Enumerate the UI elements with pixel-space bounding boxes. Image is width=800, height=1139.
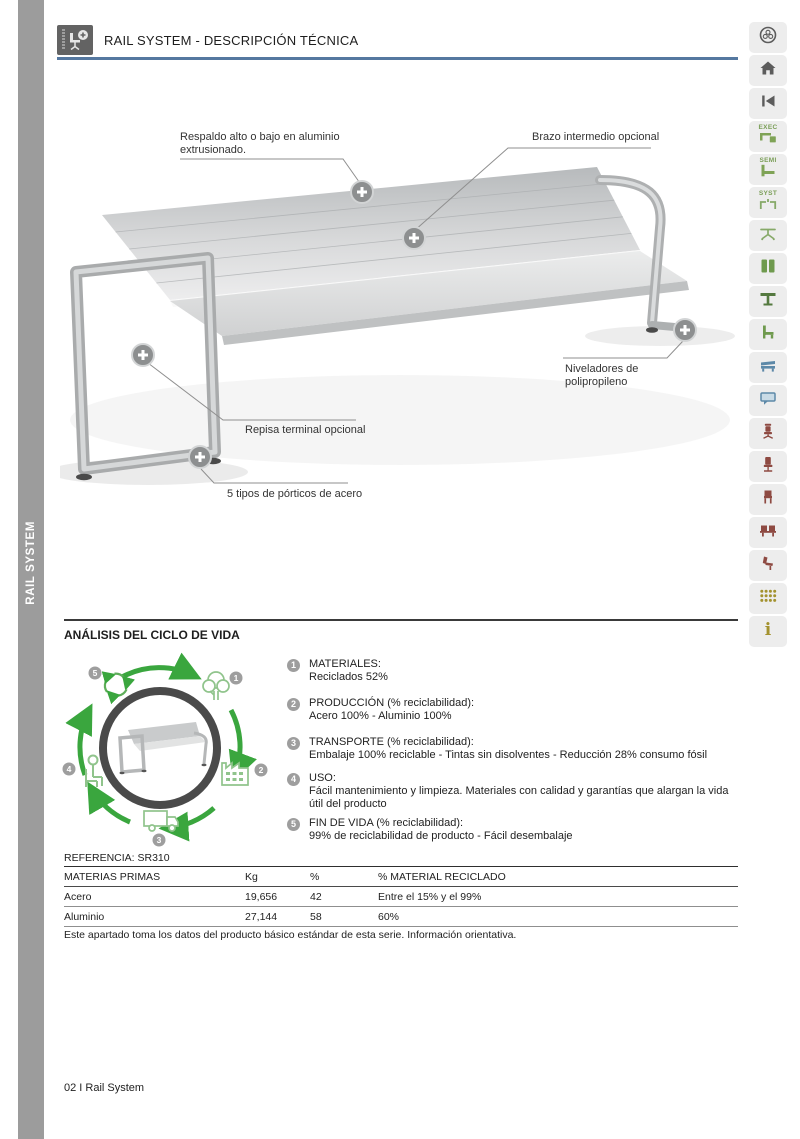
bench-icon (758, 355, 778, 380)
factory-icon (222, 763, 248, 785)
plus-circle-icon (132, 344, 154, 366)
back-icon (758, 91, 778, 116)
matrix-icon (758, 586, 778, 611)
page-footer: 02 I Rail System (64, 1082, 145, 1094)
side-chair-icon (758, 487, 778, 512)
lifecycle-diagram (56, 652, 286, 862)
step-title: TRANSPORTE (% reciclabilidad): (309, 736, 474, 748)
step-number-badge: 5 (287, 818, 300, 831)
seated-person-icon (86, 756, 102, 788)
nav-counter-chair[interactable] (749, 319, 787, 350)
nav-sidebar (749, 22, 787, 647)
nav-semi-label: SEMI (759, 157, 777, 164)
screen-panels-icon (758, 256, 778, 281)
series-side-bar (18, 0, 44, 1139)
table-row (64, 887, 738, 907)
cell-pct: 58 (310, 907, 378, 927)
cell-material: Aluminio (64, 907, 245, 927)
cell-reciclado: Entre el 15% y el 99% (378, 887, 738, 907)
page-title: RAIL SYSTEM - DESCRIPCIÓN TÉCNICA (104, 33, 359, 48)
semi-collection-icon (759, 164, 777, 182)
step-title: PRODUCCIÓN (% reciclabilidad): (309, 697, 475, 709)
plus-circle-icon (189, 446, 211, 468)
nav-wall-panel[interactable] (749, 385, 787, 416)
nav-task-chair[interactable] (749, 451, 787, 482)
nav-home-button[interactable] (749, 55, 787, 86)
badge-3: 3 (156, 835, 162, 845)
wall-panel-icon (758, 388, 778, 413)
nav-screen-panels[interactable] (749, 253, 787, 284)
lifecycle-step-4 (287, 772, 742, 811)
cell-material: Acero (64, 887, 245, 907)
step-desc: Acero 100% - Aluminio 100% (309, 710, 452, 722)
truck-icon (144, 811, 178, 831)
task-chair-icon (758, 454, 778, 479)
lifecycle-step-2 (287, 697, 742, 723)
lifecycle-section-title: ANÁLISIS DEL CICLO DE VIDA (64, 628, 240, 642)
table-note: Este apartado toma los datos del producto básico estándar de esta serie. Información orientativa. (64, 929, 517, 941)
plus-circle-icon (351, 181, 373, 203)
nav-exec-collection[interactable] (749, 121, 787, 152)
lifecycle-step-3 (287, 736, 742, 762)
badge-4: 4 (66, 764, 72, 774)
nav-matrix[interactable] (749, 583, 787, 614)
plus-circle-icon (674, 319, 696, 341)
lifecycle-step-1 (287, 658, 742, 684)
plus-circle-icon (403, 227, 425, 249)
nav-brand-logo[interactable] (749, 22, 787, 53)
cell-pct: 42 (310, 887, 378, 907)
counter-chair-icon (758, 322, 778, 347)
callout-repisa: Repisa terminal opcional (245, 424, 366, 436)
nav-syst-label: SYST (758, 190, 778, 197)
step-number-badge: 1 (287, 659, 300, 672)
col-header-kg: Kg (245, 867, 310, 887)
beam-seating-icon (758, 520, 778, 545)
info-icon (758, 619, 778, 644)
badge-2: 2 (258, 765, 264, 775)
tree-icon (203, 672, 229, 700)
product-figure (60, 120, 740, 500)
operative-chair-icon (758, 421, 778, 446)
bench-illustration (60, 120, 740, 500)
step-desc: Embalaje 100% reciclable - Tintas sin disolventes - Reducción 28% consumo fósil (309, 749, 708, 761)
nav-semi-collection[interactable] (749, 154, 787, 185)
col-header-pct: % (310, 867, 378, 887)
step-number-badge: 4 (287, 773, 300, 786)
callout-porticos: 5 tipos de pórticos de acero (227, 488, 363, 500)
nav-operative-chair[interactable] (749, 418, 787, 449)
table-icon (758, 289, 778, 314)
nav-info[interactable] (749, 616, 787, 647)
brand-logo-icon (758, 25, 778, 50)
exec-collection-icon (759, 131, 777, 149)
leader-line-respaldo (180, 159, 362, 186)
cell-reciclado: 60% (378, 907, 738, 927)
table-row (64, 907, 738, 927)
step-number-badge: 2 (287, 698, 300, 711)
series-side-label: RAIL SYSTEM (25, 521, 37, 605)
header-rule (57, 57, 738, 60)
nav-auditorium-seat[interactable] (749, 550, 787, 581)
nav-side-chair[interactable] (749, 484, 787, 515)
nav-table[interactable] (749, 286, 787, 317)
cell-kg: 27,144 (245, 907, 310, 927)
nav-exec-label: EXEC (758, 124, 778, 131)
callout-respaldo: Respaldo alto o bajo en aluminio extrusionado. (180, 131, 340, 156)
step-number-badge: 3 (287, 737, 300, 750)
materials-table (64, 866, 738, 927)
syst-collection-icon (759, 197, 777, 215)
col-header-reciclado: % MATERIAL RECICLADO (378, 867, 738, 887)
table-reference: REFERENCIA: SR310 (64, 852, 170, 864)
home-icon (758, 58, 778, 83)
chair-plus-icon (57, 25, 93, 60)
step-title: MATERIALES: (309, 658, 381, 670)
callout-brazo: Brazo intermedio opcional (532, 131, 660, 143)
cell-kg: 19,656 (245, 887, 310, 907)
badge-1: 1 (233, 673, 239, 683)
lifecycle-step-5 (287, 817, 742, 843)
step-desc: Reciclados 52% (309, 671, 388, 683)
nav-syst-collection[interactable] (749, 187, 787, 218)
svg-text:i: i (764, 620, 772, 639)
callout-niveladores: Niveladores de polipropileno (565, 363, 639, 388)
nav-bench[interactable] (749, 352, 787, 383)
col-header-materias: MATERIAS PRIMAS (64, 867, 245, 887)
meeting-table-icon (758, 223, 778, 248)
nav-beam-seating[interactable] (749, 517, 787, 548)
step-desc: Fácil mantenimiento y limpieza. Materiales con calidad y garantías que alargan la vida útil del producto (309, 785, 729, 810)
nav-meeting-table[interactable] (749, 220, 787, 251)
step-title: FIN DE VIDA (% reciclabilidad): (309, 817, 464, 829)
step-title: USO: (309, 772, 336, 784)
auditorium-seat-icon (758, 553, 778, 578)
badge-5: 5 (92, 668, 98, 678)
nav-back-button[interactable] (749, 88, 787, 119)
section-rule (64, 619, 738, 621)
step-desc: 99% de reciclabilidad de producto - Fácil desembalaje (309, 830, 573, 842)
